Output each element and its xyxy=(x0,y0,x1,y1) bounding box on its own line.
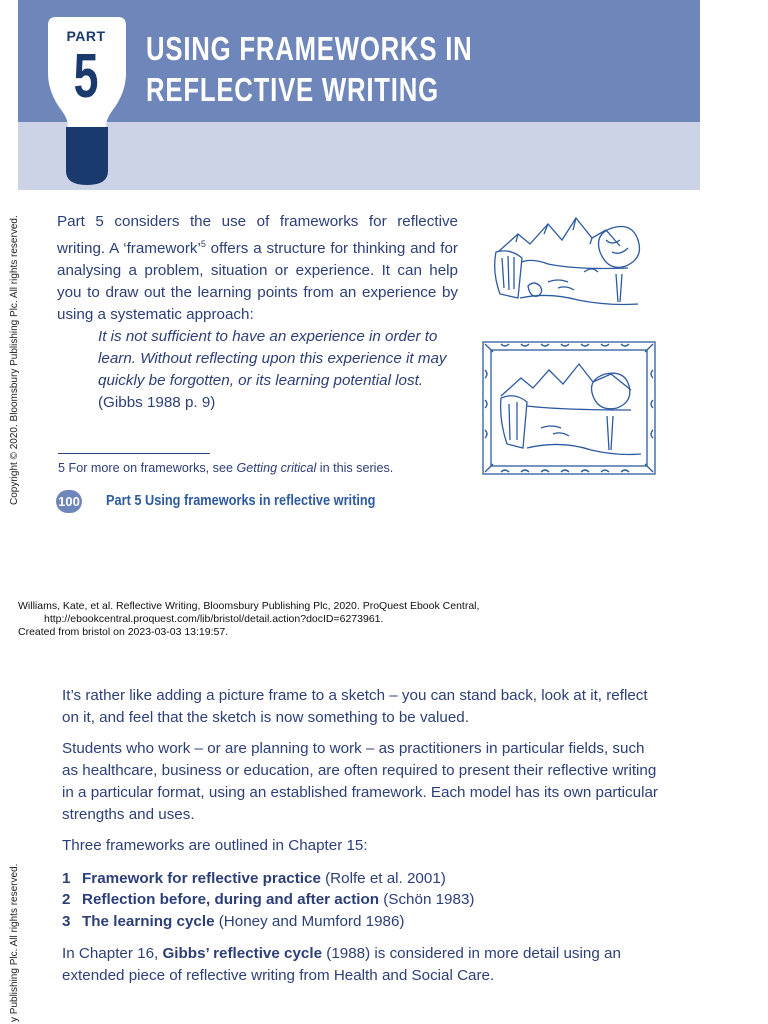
part-label: PART xyxy=(66,28,106,44)
paragraph-gibbs: In Chapter 16, Gibbs’ reflective cycle (1988) is considered in more detail using an extended piece of reflective writing from Health and Social Care. xyxy=(62,945,621,984)
part-number: 5 xyxy=(73,42,99,111)
side-copyright-partial: y Publishing Plc. All rights reserved. xyxy=(9,863,20,1022)
citation-line1: Williams, Kate, et al. Reflective Writing, Bloomsbury Publishing Plc, 2020. ProQuest Ebook Central, xyxy=(18,600,480,612)
footnote-divider xyxy=(58,453,210,454)
quote-citation: (Gibbs 1988 p. 9) xyxy=(98,394,216,411)
intro-paragraph: Part 5 considers the use of frameworks for reflective writing. A ‘framework’$^5$ offers a structure for thinking and for analysing a problem, situation or experience. It can help you to draw out the learning points from an experience by using a systematic approach: xyxy=(57,213,458,324)
paragraph-practitioners: Students who work – or are planning to work – as practitioners in particular fields, such as healthcare, business or education, are often required to present their reflective writing in a particular format, using an established framework. Each model has its own particular strengths and uses. xyxy=(62,740,658,823)
chapter-title-line1: USING FRAMEWORKS IN xyxy=(146,30,473,67)
chapter-title-line2: REFLECTIVE WRITING xyxy=(146,71,439,108)
block-quote xyxy=(98,326,458,414)
footnote-ref: 5 xyxy=(200,239,206,249)
side-copyright: Copyright © 2020. Bloomsbury Publishing Plc. All rights reserved. xyxy=(9,215,20,505)
page-number: 100 xyxy=(56,490,82,513)
list-item: 3 The learning cycle (Honey and Mumford 1986) xyxy=(62,913,405,930)
running-head: Part 5 Using frameworks in reflective writing xyxy=(106,493,376,509)
ebook-citation xyxy=(18,600,479,639)
citation-line3: Created from bristol on 2023-03-03 13:19:57. xyxy=(18,626,229,638)
chapter-title xyxy=(146,28,473,110)
quote-text: It is not sufficient to have an experience in order to learn. Without reflecting upon this experience it may quickly be forgotten, or its learning potential lost. xyxy=(98,328,447,389)
footnote: 5 For more on frameworks, see Getting critical in this series. xyxy=(58,461,394,475)
citation-line2: http://ebookcentral.proquest.com/lib/bristol/detail.action?docID=6273961. xyxy=(44,613,384,625)
framed-landscape-sketch-icon xyxy=(481,340,657,476)
paragraph-three-frameworks: Three frameworks are outlined in Chapter 15: xyxy=(62,837,368,854)
paragraph-picture-frame: It’s rather like adding a picture frame to a sketch – you can stand back, look at it, reflect on it, and feel that the sketch is now something to be valued. xyxy=(62,687,648,726)
landscape-sketch-icon xyxy=(488,212,648,312)
list-item: 1 Framework for reflective practice (Rolfe et al. 2001) xyxy=(62,870,446,887)
list-item: 2 Reflection before, during and after action (Schön 1983) xyxy=(62,891,475,908)
